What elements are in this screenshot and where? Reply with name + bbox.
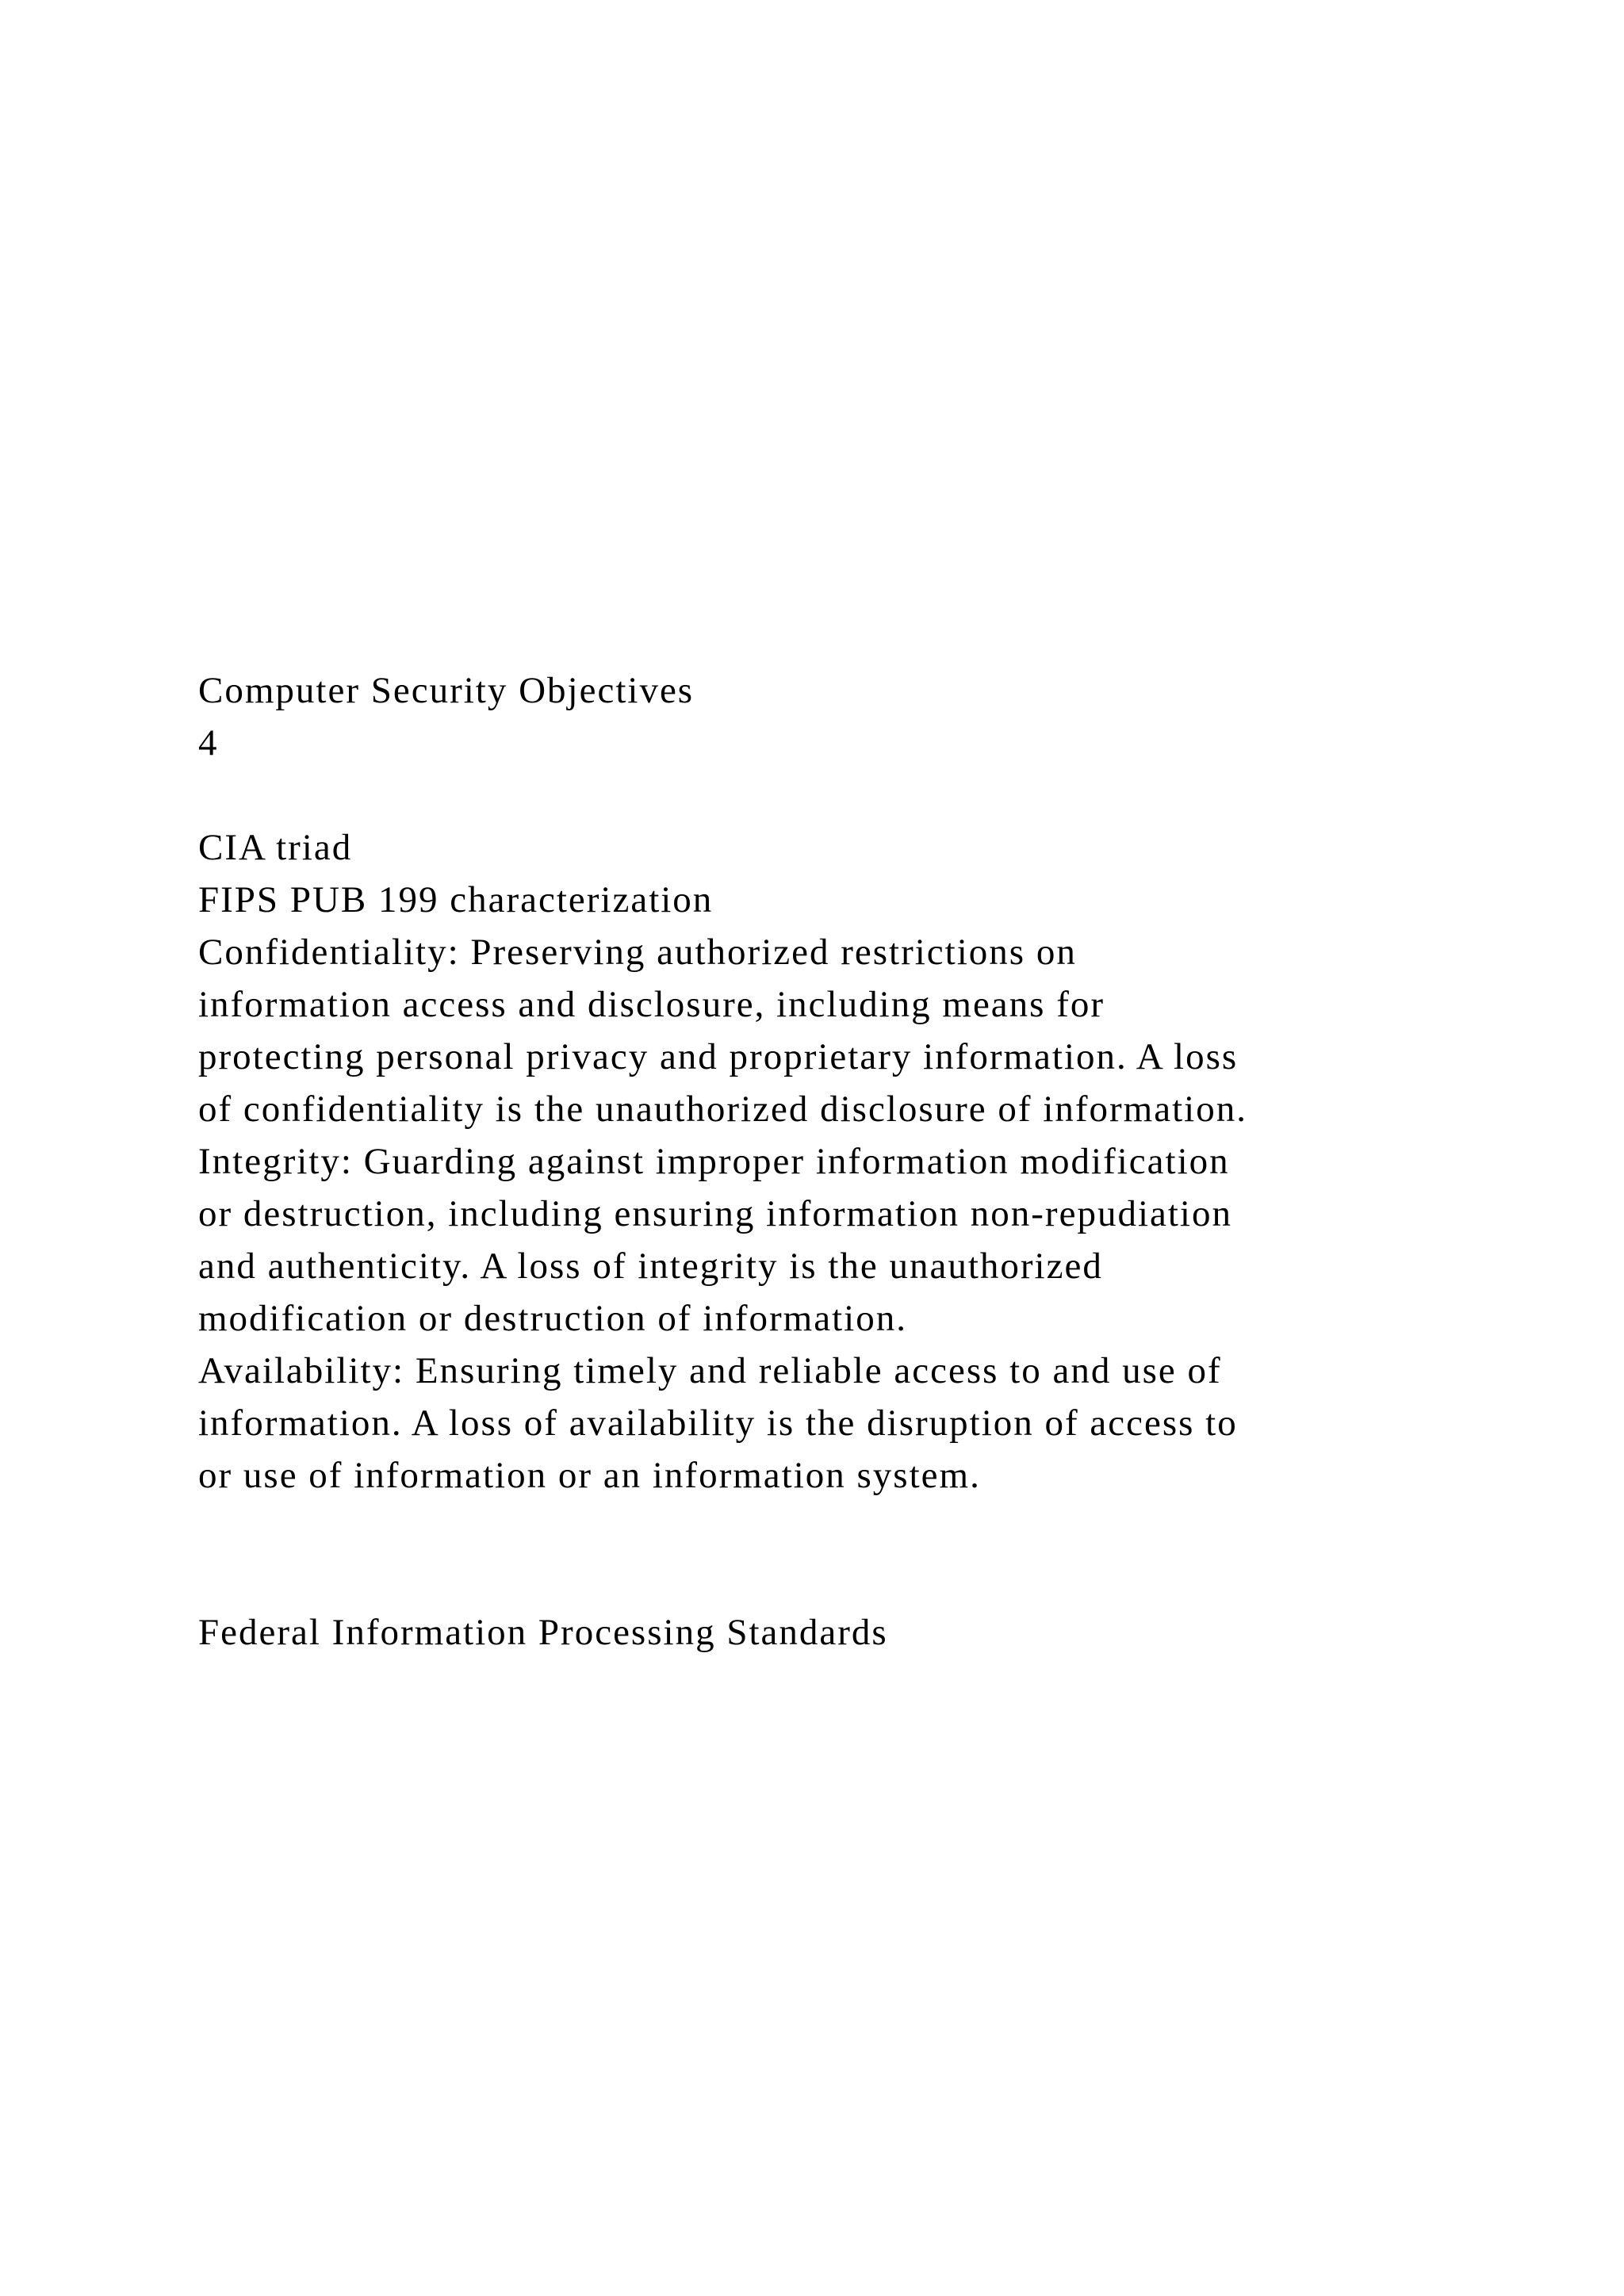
confidentiality-line-3: protecting personal privacy and proprietary information. A loss <box>198 1036 1239 1077</box>
integrity-line-3: and authenticity. A loss of integrity is the unauthorized <box>198 1246 1103 1287</box>
integrity-line-1: Integrity: Guarding against improper information modification <box>198 1141 1230 1182</box>
integrity-line-4: modification or destruction of information. <box>198 1298 907 1339</box>
confidentiality-line-1: Confidentiality: Preserving authorized restrictions on <box>198 932 1077 973</box>
blank-lines <box>198 1502 1546 1606</box>
slide-title: Computer Security Objectives <box>198 670 695 711</box>
confidentiality-line-2: information access and disclosure, including means for <box>198 984 1105 1025</box>
integrity-line-2: or destruction, including ensuring information non-repudiation <box>198 1193 1232 1234</box>
document-body <box>198 664 1546 1659</box>
confidentiality-line-4: of confidentiality is the unauthorized disclosure of information. <box>198 1089 1247 1130</box>
blank-line <box>198 769 1546 821</box>
slide-number: 4 <box>198 722 219 763</box>
availability-line-2: information. A loss of availability is the disruption of access to <box>198 1402 1238 1444</box>
heading-cia-triad: CIA triad <box>198 827 353 868</box>
heading-fips-pub: FIPS PUB 199 characterization <box>198 879 714 920</box>
availability-line-3: or use of information or an information system. <box>198 1455 981 1496</box>
availability-line-1: Availability: Ensuring timely and reliable access to and use of <box>198 1350 1222 1391</box>
footer-fips-title: Federal Information Processing Standards <box>198 1612 888 1653</box>
